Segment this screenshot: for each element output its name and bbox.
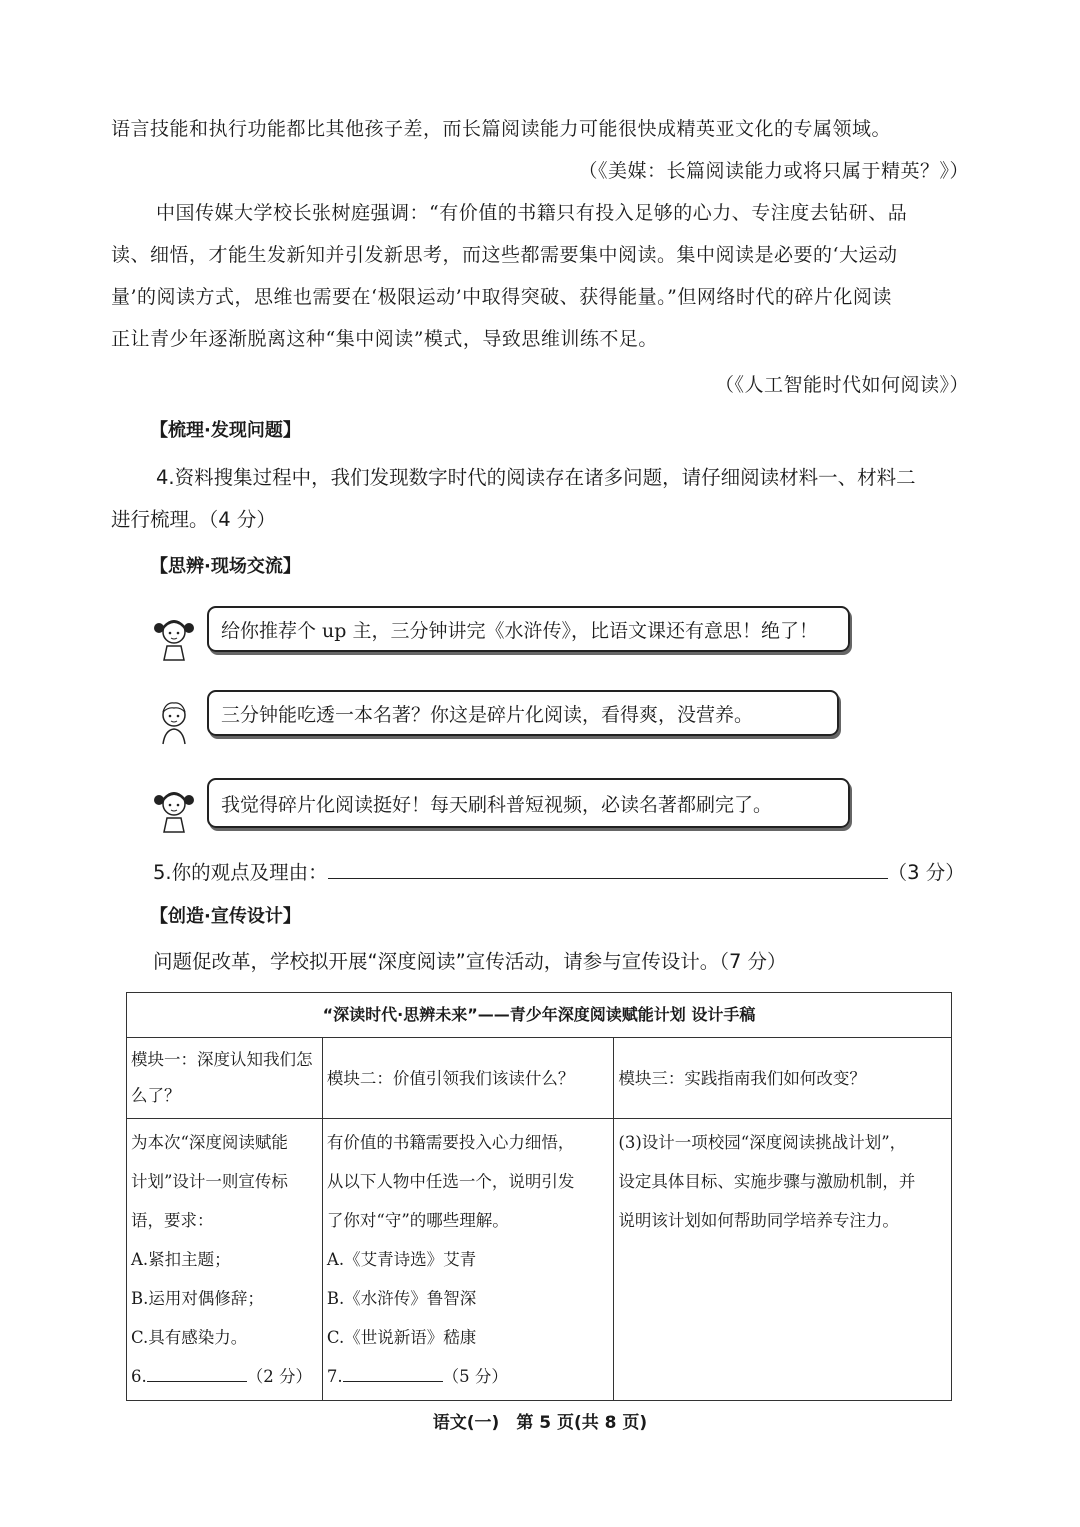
dialogue-row (150, 606, 850, 666)
question-7 (327, 1357, 610, 1396)
answer-blank-6[interactable] (147, 1381, 247, 1382)
answer-blank-5[interactable] (328, 878, 888, 879)
material-line-1: 语言技能和执行功能都比其他孩子差，而长篇阅读能力可能很快成精英亚文化的专属领域。 (111, 118, 892, 140)
section-heading-debate: 【思辨·现场交流】 (150, 556, 301, 577)
module-2-header: 模块二：价值引领我们该读什么？ (322, 1038, 614, 1119)
boy-avatar-icon (150, 694, 198, 746)
cell-line: (3)设计一项校园“深度阅读挑战计划”， (618, 1133, 907, 1152)
page-footer: 语文(一) 第 5 页(共 8 页) (432, 1413, 648, 1433)
module-2-content (322, 1119, 614, 1401)
cell-line: C.《世说新语》嵇康 (326, 1328, 477, 1347)
question-6-score: （2 分） (246, 1367, 312, 1386)
material-paragraph-line: 量’的阅读方式，思维也需要在‘极限运动’中取得突破、获得能量。”但网络时代的碎片化阅读 (111, 286, 892, 308)
material-paragraph-line: 读、细悟，才能生发新知并引发新思考，而这些都需要集中阅读。集中阅读是必要的‘大运动 (111, 244, 898, 266)
cell-line: 有价值的书籍需要投入心力细悟， (326, 1133, 575, 1152)
cell-line: 了你对“守”的哪些理解。 (326, 1211, 509, 1230)
question-5 (153, 857, 965, 885)
question-5-score: （3 分） (887, 861, 965, 884)
cell-line: B.运用对偶修辞； (131, 1289, 264, 1308)
design-intro: 问题促改革，学校拟开展“深度阅读”宣传活动，请参与宣传设计。（7 分） (153, 950, 787, 973)
cell-line: 从以下人物中任选一个，说明引发 (326, 1172, 575, 1191)
question-6-label: 6. (131, 1367, 147, 1386)
cell-line: 为本次“深度阅读赋能 (131, 1133, 288, 1152)
answer-blank-7[interactable] (343, 1381, 443, 1382)
section-heading-design: 【创造·宣传设计】 (150, 906, 301, 927)
cell-line: A.紧扣主题； (131, 1250, 231, 1269)
question-4-line-1: 4.资料搜集过程中，我们发现数字时代的阅读存在诸多问题，请仔细阅读材料一、材料二 (156, 466, 916, 489)
cell-line: A.《艾青诗选》艾青 (326, 1250, 477, 1269)
section-heading-sort: 【梳理·发现问题】 (150, 420, 301, 441)
girl-avatar-icon (150, 610, 198, 662)
cell-line: B.《水浒传》鲁智深 (326, 1289, 477, 1308)
material-paragraph-line: 中国传媒大学校长张树庭强调：“有价值的书籍只有投入足够的心力、专注度去钻研、品 (156, 202, 908, 224)
source-citation-1: （《美媒：长篇阅读能力或将只属于精英？》） (578, 160, 969, 182)
module-3-content (614, 1119, 952, 1401)
speech-bubble: 我觉得碎片化阅读挺好！每天刷科普短视频，必读名著都刷完了。 (207, 778, 850, 828)
material-paragraph-line: 正让青少年逐渐脱离这种“集中阅读”模式，导致思维训练不足。 (111, 328, 658, 350)
girl-avatar-icon (150, 782, 198, 834)
dialogue-row (150, 778, 850, 838)
cell-line: 语，要求： (131, 1211, 214, 1230)
cell-line: 计划”设计一则宣传标 (131, 1172, 288, 1191)
question-6 (131, 1357, 318, 1396)
question-5-label: 5.你的观点及理由： (153, 861, 328, 884)
cell-line: 设定具体目标、实施步骤与激励机制，并 (618, 1172, 916, 1191)
module-1-content (127, 1119, 323, 1401)
module-3-header: 模块三：实践指南我们如何改变？ (614, 1038, 952, 1119)
speech-bubble: 三分钟能吃透一本名著？你这是碎片化阅读，看得爽，没营养。 (207, 690, 839, 736)
question-4-line-2: 进行梳理。（4 分） (111, 508, 276, 531)
cell-line: 说明该计划如何帮助同学培养专注力。 (618, 1211, 899, 1230)
design-table (126, 992, 952, 1401)
question-7-score: （5 分） (442, 1367, 508, 1386)
table-title: “深读时代·思辨未来”——青少年深度阅读赋能计划 设计手稿 (127, 993, 952, 1038)
question-7-label: 7. (326, 1367, 343, 1386)
cell-line: C.具有感染力。 (131, 1328, 248, 1347)
module-1-header: 模块一：深度认知我们怎么了？ (127, 1038, 323, 1119)
speech-bubble: 给你推荐个 up 主，三分钟讲完《水浒传》，比语文课还有意思！绝了！ (207, 606, 850, 652)
dialogue-row (150, 690, 840, 750)
source-citation-2: （《人工智能时代如何阅读》） (714, 374, 969, 396)
